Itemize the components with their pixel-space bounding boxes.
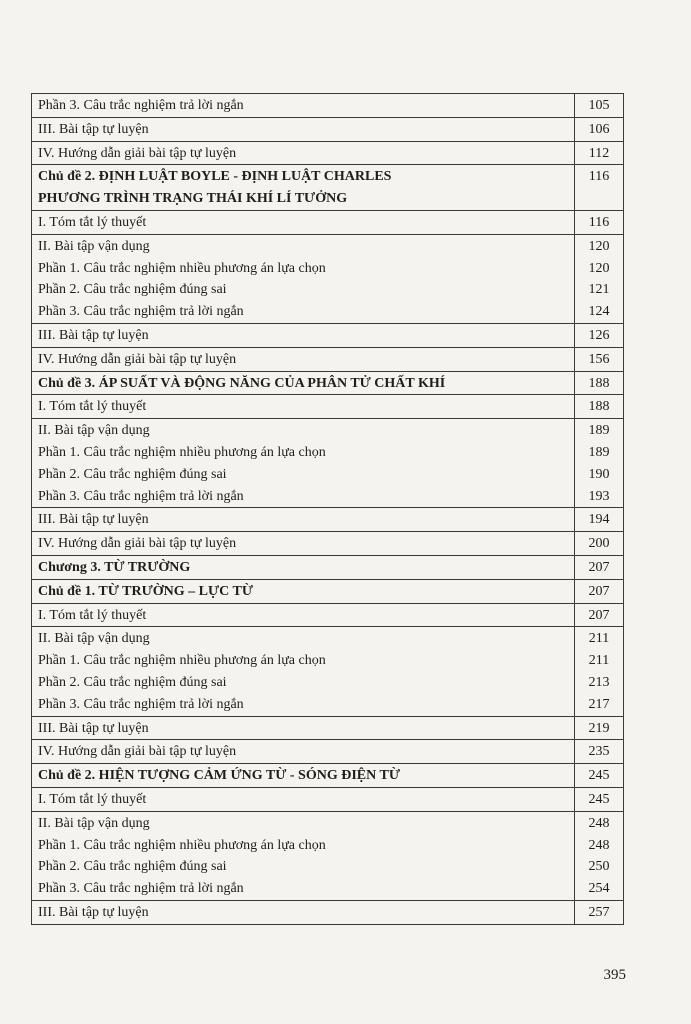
toc-entry-page: [575, 627, 624, 716]
toc-entry-line: Chủ đề 2. HIỆN TƯỢNG CẢM ỨNG TỪ - SÓNG ĐIỆN TỪ: [38, 768, 400, 784]
toc-entry-line: II. Bài tập vận dụng: [38, 815, 150, 831]
toc-entry-page: [575, 141, 624, 165]
toc-entry-page: [575, 900, 624, 924]
toc-entry-page: [575, 94, 624, 118]
toc-row: [32, 395, 624, 419]
toc-entry-page: [575, 165, 624, 211]
toc-entry-line: I. Tóm tắt lý thuyết: [38, 791, 147, 807]
toc-page-number: 219: [588, 720, 610, 736]
toc-page-number: 207: [588, 607, 610, 623]
toc-page-number: 248: [588, 815, 610, 831]
toc-body: [32, 94, 624, 925]
toc-entry-title: [32, 764, 575, 788]
toc-entry-page: [575, 508, 624, 532]
toc-page-number: 189: [588, 423, 610, 439]
toc-row: [32, 603, 624, 627]
toc-row: [32, 716, 624, 740]
toc-heading-row: [32, 764, 624, 788]
toc-entry-page: [575, 371, 624, 395]
toc-entry-page: [575, 347, 624, 371]
toc-entry-line: Chủ đề 2. ĐỊNH LUẬT BOYLE - ĐỊNH LUẬT CHARLES: [38, 169, 392, 185]
toc-entry-line: I. Tóm tắt lý thuyết: [38, 607, 147, 623]
toc-entry-title: [32, 900, 575, 924]
toc-entry-title: [32, 555, 575, 579]
toc-page-number: 116: [588, 169, 610, 185]
page-number: 395: [603, 967, 626, 983]
toc-entry-page: [575, 323, 624, 347]
toc-entry-line: I. Tóm tắt lý thuyết: [38, 399, 147, 415]
toc-page-number: 217: [588, 696, 610, 712]
toc-entry-line: II. Bài tập vận dụng: [38, 238, 150, 254]
toc-entry-line: III. Bài tập tự luyện: [38, 121, 149, 137]
toc-entry-line: Chủ đề 1. TỪ TRƯỜNG – LỰC TỪ: [38, 583, 253, 599]
table-of-contents: [31, 93, 624, 925]
toc-page-number: 126: [588, 327, 610, 343]
toc-entry-title: [32, 323, 575, 347]
toc-row: [32, 94, 624, 118]
toc-page-number: 105: [588, 98, 610, 113]
toc-page-number: 106: [588, 121, 610, 137]
toc-page-number: 200: [588, 536, 610, 552]
toc-page-number: 188: [588, 375, 610, 391]
toc-entry-title: [32, 811, 575, 900]
toc-entry-title: [32, 141, 575, 165]
toc-entry-page: [575, 787, 624, 811]
toc-page-number: 120: [588, 260, 610, 276]
toc-page-number: 211: [588, 653, 610, 669]
toc-entry-line: Phần 1. Câu trắc nghiệm nhiều phương án lựa chọn: [38, 260, 326, 276]
toc-entry-line: Phần 2. Câu trắc nghiệm đúng sai: [38, 282, 227, 298]
toc-entry-line: Phần 2. Câu trắc nghiệm đúng sai: [38, 674, 227, 690]
toc-row: [32, 141, 624, 165]
toc-row: [32, 419, 624, 508]
toc-entry-line: PHƯƠNG TRÌNH TRẠNG THÁI KHÍ LÍ TƯỞNG: [38, 191, 348, 207]
toc-entry-line: Phần 1. Câu trắc nghiệm nhiều phương án lựa chọn: [38, 653, 326, 669]
toc-page-number: 248: [588, 837, 610, 853]
toc-page-number: 190: [588, 466, 610, 482]
toc-page-number: 194: [588, 512, 610, 528]
toc-entry-page: [575, 419, 624, 508]
toc-entry-title: [32, 371, 575, 395]
toc-page-number: 156: [588, 351, 610, 367]
toc-entry-title: [32, 508, 575, 532]
toc-entry-line: Phần 3. Câu trắc nghiệm trả lời ngắn: [38, 488, 244, 504]
toc-page-number: 120: [588, 238, 610, 254]
toc-entry-page: [575, 716, 624, 740]
toc-entry-line: IV. Hướng dẫn giải bài tập tự luyện: [38, 536, 237, 552]
toc-row: [32, 900, 624, 924]
toc-page-number: 235: [588, 744, 610, 760]
toc-page-number: 213: [588, 674, 610, 690]
toc-entry-title: [32, 627, 575, 716]
toc-page-number: 250: [588, 859, 610, 875]
toc-entry-page: [575, 117, 624, 141]
toc-entry-line: III. Bài tập tự luyện: [38, 512, 149, 528]
toc-row: [32, 787, 624, 811]
toc-entry-title: [32, 395, 575, 419]
toc-row: [32, 811, 624, 900]
toc-entry-line: IV. Hướng dẫn giải bài tập tự luyện: [38, 744, 237, 760]
toc-entry-page: [575, 210, 624, 234]
toc-row: [32, 323, 624, 347]
toc-row: [32, 532, 624, 556]
toc-page-number: 121: [588, 282, 610, 298]
toc-entry-title: [32, 532, 575, 556]
toc-entry-line: Phần 2. Câu trắc nghiệm đúng sai: [38, 859, 227, 875]
toc-heading-row: [32, 555, 624, 579]
toc-entry-title: [32, 347, 575, 371]
toc-page-number: 188: [588, 399, 610, 415]
toc-entry-page: [575, 811, 624, 900]
toc-entry-title: [32, 94, 575, 118]
toc-entry-page: [575, 234, 624, 323]
toc-entry-line: Phần 3. Câu trắc nghiệm trả lời ngắn: [38, 696, 244, 712]
toc-entry-line: III. Bài tập tự luyện: [38, 327, 149, 343]
toc-entry-page: [575, 532, 624, 556]
toc-page-number: 116: [588, 214, 610, 230]
toc-entry-page: [575, 555, 624, 579]
toc-entry-title: [32, 603, 575, 627]
toc-entry-line: Phần 3. Câu trắc nghiệm trả lời ngắn: [38, 98, 244, 113]
toc-heading-row: [32, 371, 624, 395]
toc-entry-page: [575, 395, 624, 419]
toc-row: [32, 234, 624, 323]
toc-entry-page: [575, 764, 624, 788]
toc-entry-page: [575, 579, 624, 603]
toc-entry-title: [32, 165, 575, 211]
toc-heading-row: [32, 579, 624, 603]
toc-entry-line: Phần 1. Câu trắc nghiệm nhiều phương án lựa chọn: [38, 444, 326, 460]
toc-entry-line: III. Bài tập tự luyện: [38, 720, 149, 736]
toc-row: [32, 210, 624, 234]
toc-entry-title: [32, 117, 575, 141]
toc-row: [32, 117, 624, 141]
toc-entry-line: Chủ đề 3. ÁP SUẤT VÀ ĐỘNG NĂNG CỦA PHÂN TỬ CHẤT KHÍ: [38, 375, 446, 391]
toc-entry-title: [32, 234, 575, 323]
toc-entry-line: Phần 3. Câu trắc nghiệm trả lời ngắn: [38, 881, 244, 897]
toc-entry-line: Chương 3. TỪ TRƯỜNG: [38, 559, 191, 575]
toc-page-number: 211: [588, 631, 610, 647]
toc-page-number: 207: [588, 559, 610, 575]
toc-entry-line: IV. Hướng dẫn giải bài tập tự luyện: [38, 351, 237, 367]
toc-page-number: 245: [588, 768, 610, 784]
toc-entry-line: II. Bài tập vận dụng: [38, 423, 150, 439]
toc-page-number: 254: [588, 881, 610, 897]
toc-page-number: 207: [588, 583, 610, 599]
toc-entry-title: [32, 579, 575, 603]
toc-entry-title: [32, 740, 575, 764]
toc-entry-line: III. Bài tập tự luyện: [38, 904, 149, 920]
toc-page-number: 189: [588, 444, 610, 460]
toc-row: [32, 508, 624, 532]
toc-row: [32, 627, 624, 716]
toc-heading-row: [32, 165, 624, 211]
toc-entry-line: II. Bài tập vận dụng: [38, 631, 150, 647]
toc-entry-title: [32, 716, 575, 740]
toc-entry-line: IV. Hướng dẫn giải bài tập tự luyện: [38, 145, 237, 161]
toc-entry-title: [32, 210, 575, 234]
toc-entry-page: [575, 603, 624, 627]
toc-entry-line: I. Tóm tắt lý thuyết: [38, 214, 147, 230]
toc-entry-line: Phần 1. Câu trắc nghiệm nhiều phương án lựa chọn: [38, 837, 326, 853]
toc-entry-page: [575, 740, 624, 764]
toc-entry-line: Phần 3. Câu trắc nghiệm trả lời ngắn: [38, 304, 244, 320]
toc-page-number: 257: [588, 904, 610, 920]
toc-entry-title: [32, 419, 575, 508]
toc-row: [32, 740, 624, 764]
toc-page-number: 112: [588, 145, 610, 161]
toc-page-number: 193: [588, 488, 610, 504]
toc-entry-title: [32, 787, 575, 811]
toc-row: [32, 347, 624, 371]
toc-page-number: 124: [588, 304, 610, 320]
toc-entry-line: Phần 2. Câu trắc nghiệm đúng sai: [38, 466, 227, 482]
toc-page-number: 245: [588, 791, 610, 807]
